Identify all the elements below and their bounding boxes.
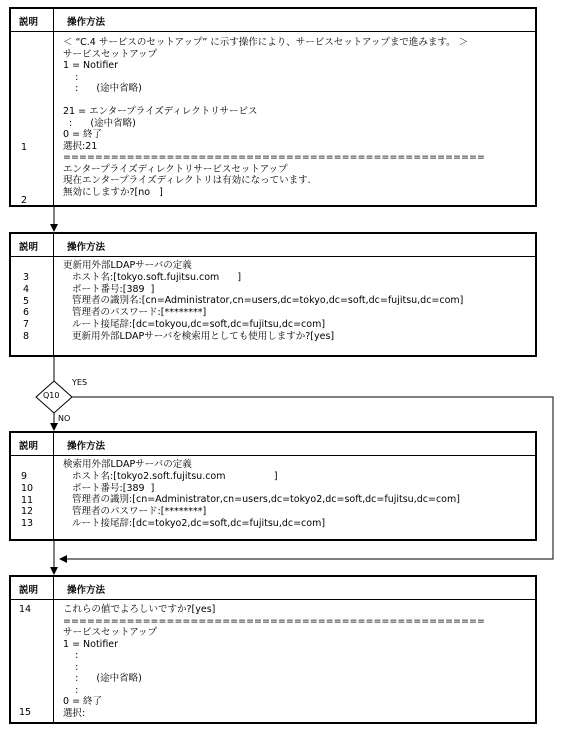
operation-line: ホスト名:[tokyo2.soft.fujitsu.com ] [63,470,278,482]
header-description: 説明 [19,242,39,253]
operation-line: : (途中省略) [63,83,142,94]
operation-line: サービスセットアップ [63,48,158,60]
header-operation: 操作方法 [67,585,106,596]
step-number: 14 [19,604,32,615]
operation-line: ポート番号:[389 ] [63,283,155,295]
operation-line: ＜ “C.4 サービスのセットアップ” に示す操作により、サービスセットアップまで進みます。 ＞ [63,37,469,48]
operation-line: 0 = 終了 [63,129,103,140]
step-number: 6 [23,307,30,319]
operation-line: 更新用外部LDAPサーバの定義 [63,260,192,271]
operation-line: これらの値でよろしいですか?[yes] [63,604,216,615]
operation-line: : [63,661,79,673]
step-number: 4 [23,283,30,295]
operation-line: ルート接尾辞:[dc=tokyou,dc=soft,dc=fujitsu,dc=com] [63,319,326,330]
operation-line: 1 = Notifier [63,638,119,650]
operation-line: 現在エンタープライズディレクトリは有効になっています. [63,175,311,186]
operation-line: 管理者のパスワード:[********] [63,506,207,518]
header-description: 説明 [19,17,39,28]
operation-line: サービスセットアップ [63,627,158,638]
step-number: 2 [21,195,28,206]
operation-line: ===================================================== [63,615,485,627]
operation-line: : (途中省略) [63,117,136,129]
header-operation: 操作方法 [67,17,106,28]
yes-label: YES [72,378,88,387]
step-number: 3 [23,272,30,283]
flow-line-yes [60,397,553,559]
operation-line: 選択:21 [63,140,98,152]
operation-line: 管理者の識別名:[cn=Administrator,cn=users,dc=tokyo,dc=soft,dc=fujitsu,dc=com] [63,295,464,307]
step-number: 12 [21,506,34,518]
operation-line: : [63,71,79,83]
step-number: 10 [21,482,34,494]
no-label: NO [58,414,71,423]
step-number: 11 [21,494,34,506]
decision-label: Q10 [43,391,60,400]
operation-line: ポート番号:[389 ] [63,482,155,494]
operation-line: ===================================================== [63,152,485,163]
operation-line: 管理者の識別:[cn=Administrator,cn=users,dc=tokyo2,dc=soft,dc=fujitsu,dc=com] [63,494,460,506]
step-number: 15 [19,707,32,718]
header-description: 説明 [19,585,39,596]
operation-line: ホスト名:[tokyo.soft.fujitsu.com ] [63,271,242,283]
step-number: 1 [21,142,28,153]
header-operation: 操作方法 [67,441,106,452]
operation-line: 無効にしますか?[no ] [63,186,163,198]
step-number: 13 [21,518,34,530]
operation-line: : (途中省略) [63,673,142,684]
operation-line: 選択: [63,707,86,719]
operation-line: : [63,650,79,661]
step-number: 5 [23,295,30,307]
operation-line: エンタープライズディレクトリサービスセットアップ [63,163,288,175]
step-number: 9 [21,471,28,482]
operation-line: 1 = Notifier [63,60,119,71]
operation-line: 管理者のパスワード:[********] [63,307,207,319]
operation-line: 0 = 終了 [63,696,103,707]
operation-line: 検索用外部LDAPサーバの定義 [63,459,192,470]
operation-line: 21 = エンタープライズディレクトリサービス [63,106,258,117]
header-description: 説明 [19,441,39,452]
step-number: 8 [23,331,30,342]
operation-line: : [63,684,79,696]
header-operation: 操作方法 [67,242,106,253]
operation-line: ルート接尾辞:[dc=tokyo2,dc=soft,dc=fujitsu,dc=com] [63,518,326,529]
step-number: 7 [23,319,30,331]
operation-line: 更新用外部LDAPサーバを検索用としても使用しますか?[yes] [63,330,335,342]
